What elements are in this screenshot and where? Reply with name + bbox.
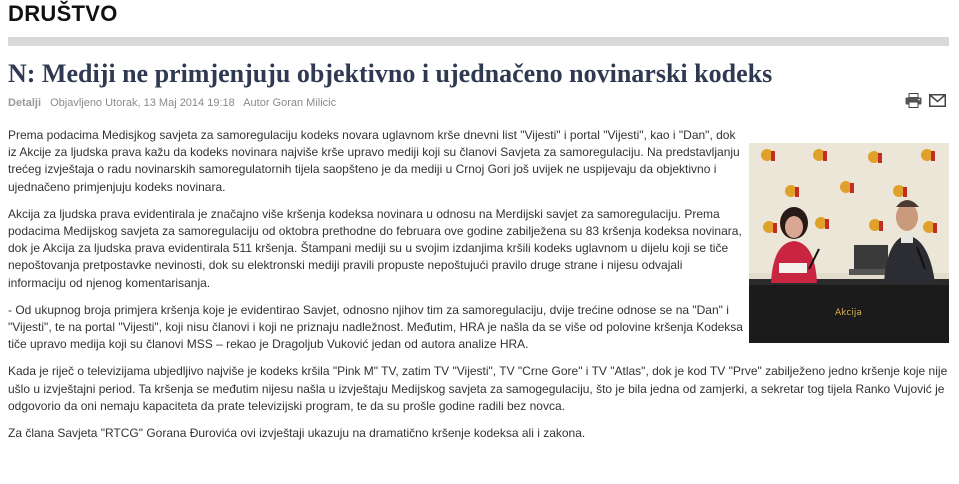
email-icon[interactable]	[928, 92, 946, 108]
article-paragraph: Prema podacima Medisjkog savjeta za samoregulaciju kodeks novara uglavnom krše dnevni list "Vijesti" i portal "Vijesti", kao i "Dan", dok iz Akcije za ljudska prava kažu da kodeks novinara najviše krše upravo mediji koji su članovi Savjeta za samoregulaciju. Na predstavljanju trećeg izvještaja o radu novinarskih samoregulatornih tijela saopšteno je da mediji u Crnoj Gori još uvijek ne uspijevaju da objektivno i ujednačeno primjenjuju kodeks novinara.	[8, 128, 740, 194]
article-photo	[749, 143, 949, 343]
print-icon[interactable]	[904, 92, 922, 108]
article-paragraph: - Od ukupnog broja primjera kršenja koje je evidentirao Savjet, odnosno njihov tim za samoregulaciju, dvije trećine odnose se na "Dan" i "Vijesti", te na portal "Vijesti", koji nisu članovi i koji ne priznaju nadležnost. Međutim, HRA je našla da se više od polovine kršenja Kodeksa tiče upravo medija koji su članovi MSS – rekao je Dragoljub Vuković jedan od autora analize HRA.	[8, 302, 743, 352]
photo-logo-text: Akcija	[835, 308, 862, 318]
section-title: DRUŠTVO	[8, 1, 118, 26]
article-body	[8, 127, 948, 452]
article-paragraph: Kada je riječ o televizijama ubjedljivo najviše je kodeks kršila "Pink M" TV, zatim TV "Vijesti", TV "Crne Gore" i TV "Atlas", dok je kod TV "Prve" zabilježeno jedno kršenje koje nije ušlo u izvještajni period. Ta kršenja se međutim nijesu našla u izvještaju Medijskog savjeta za samogegulaciju, što je bila jedna od zamjerki, a sekretar tog tijela Ranko Vujović je odgovorio da oni nemaju kapaciteta da prate televizijski program, te da su prošle godine radili bez novca.	[8, 364, 948, 413]
article-meta	[8, 97, 336, 109]
article-actions	[904, 92, 946, 108]
article-paragraph: Za člana Savjeta "RTCG" Gorana Đurovića ovi izvještaji ukazuju na dramatično kršenje kodeksa ali i zakona.	[8, 426, 586, 441]
details-label: Detalji	[8, 97, 42, 109]
published-date: Objavljeno Utorak, 13 Maj 2014 19:18	[50, 97, 235, 109]
author-name: Autor Goran Milicic	[243, 97, 337, 109]
article-headline[interactable]: N: Mediji ne primjenjuju objektivno i ujednačeno novinarski kodeks	[8, 59, 773, 88]
section-divider	[8, 37, 949, 46]
article-paragraph: Akcija za ljudska prava evidentirala je značajno više kršenja kodeksa novinara u odnosu na Merdijski savjet za samoregulaciju. Prema podacima Medijskog savjeta za samoregulaciju od oktobra prethodne do februara ove godine zabilježena su 83 kršenja kodeksa novinara, dok je Akcija za ljudska prava evidentirala 511 kršenja. Štampani mediji su u svojim izdanjima kršili kodeks uglavnom u dijelu koji se tiče nepoštovanja pretpostavke nevinosti, dok su elektronski mediji pravili propuste nepoštujući pravilo druge strane i nijesu odvajali informaciju od njenog komentarisanja.	[8, 206, 742, 290]
